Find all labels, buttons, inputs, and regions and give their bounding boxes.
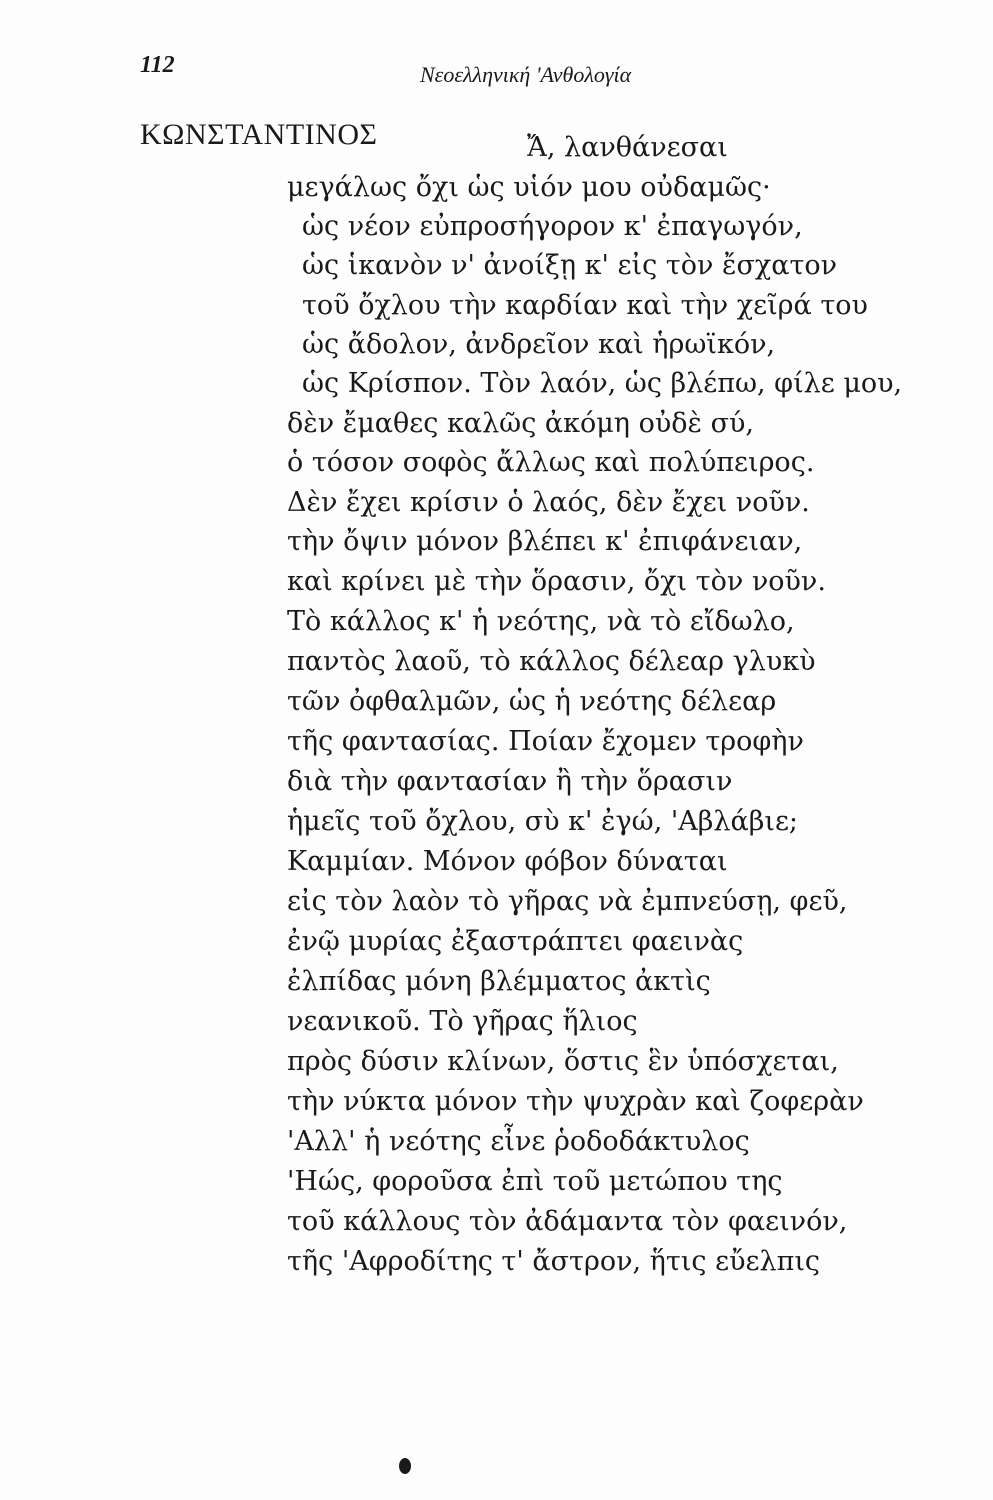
verse-line: δὲν ἔμαθες καλῶς ἀκόμη οὐδὲ σύ, [287,408,754,439]
verse-line: ἐνῷ μυρίας ἐξαστράπτει φαεινὰς [287,926,744,957]
printer-mark [399,1458,411,1474]
verse-line: Καμμίαν. Μόνον φόβον δύναται [287,846,728,877]
speaker-name: ΚΩΝΣΤΑΝΤΙΝΟΣ [140,118,378,151]
verse-line: νεανικοῦ. Τὸ γῆρας ἥλιος [287,1006,638,1037]
verse-line: ὁ τόσον σοφὸς ἄλλως καὶ πολύπειρος. [287,447,815,478]
verse-line: ἡμεῖς τοῦ ὄχλου, σὺ κ' ἐγώ, 'Αβλάβιε; [287,806,799,837]
verse-line: τῆς φαντασίας. Ποίαν ἔχομεν τροφὴν [287,726,804,757]
verse-line: Ἄ, λανθάνεσαι [527,132,728,163]
verse-line: ὡς ἱκανὸν ν' ἀνοίξῃ κ' εἰς τὸν ἔσχατον [302,250,838,281]
verse-line: διὰ τὴν φαντασίαν ἢ τὴν ὅρασιν [287,766,733,797]
verse-line: καὶ κρίνει μὲ τὴν ὅρασιν, ὄχι τὸν νοῦν. [287,566,826,597]
verse-line: ὡς νέον εὐπροσήγορον κ' ἐπαγωγόν, [302,211,803,242]
page-number: 112 [140,52,175,78]
verse-line: τῆς 'Αφροδίτης τ' ἄστρον, ἥτις εὔελπις [287,1246,821,1277]
running-title: Νεοελληνική 'Ανθολογία [420,62,632,87]
verse-line: Δὲν ἔχει κρίσιν ὁ λαός, δὲν ἔχει νοῦν. [287,487,810,518]
verse-line: ὡς ἄδολον, ἀνδρεῖον καὶ ἡρωϊκόν, [302,329,776,360]
verse-line: εἰς τὸν λαὸν τὸ γῆρας νὰ ἐμπνεύσῃ, φεῦ, [287,886,848,917]
verse-line: τῶν ὀφθαλμῶν, ὡς ἡ νεότης δέλεαρ [287,686,777,717]
verse-line: παντὸς λαοῦ, τὸ κάλλος δέλεαρ γλυκὺ [287,646,816,677]
verse-line: πρὸς δύσιν κλίνων, ὅστις ἓν ὑπόσχεται, [287,1046,839,1077]
verse-line: τοῦ ὄχλου τὴν καρδίαν καὶ τὴν χεῖρά του [302,290,868,321]
verse-line: ὡς Κρίσπον. Τὸν λαόν, ὡς βλέπω, φίλε μου, [302,368,903,399]
verse-line: 'Αλλ' ἡ νεότης εἶνε ῥοδοδάκτυλος [287,1126,750,1157]
verse-line: ἐλπίδας μόνη βλέμματος ἀκτὶς [287,966,711,997]
verse-line: 'Ηώς, φοροῦσα ἐπὶ τοῦ μετώπου της [287,1166,783,1197]
verse-line: τοῦ κάλλους τὸν ἀδάμαντα τὸν φαεινόν, [287,1206,848,1237]
verse-line: τὴν ὄψιν μόνον βλέπει κ' ἐπιφάνειαν, [287,526,803,557]
verse-line: Τὸ κάλλος κ' ἡ νεότης, νὰ τὸ εἴδωλο, [287,606,795,637]
verse-line: τὴν νύκτα μόνον τὴν ψυχρὰν καὶ ζοφερὰν [287,1086,864,1117]
verse-line: μεγάλως ὄχι ὡς υἱόν μου οὐδαμῶς· [287,172,771,203]
